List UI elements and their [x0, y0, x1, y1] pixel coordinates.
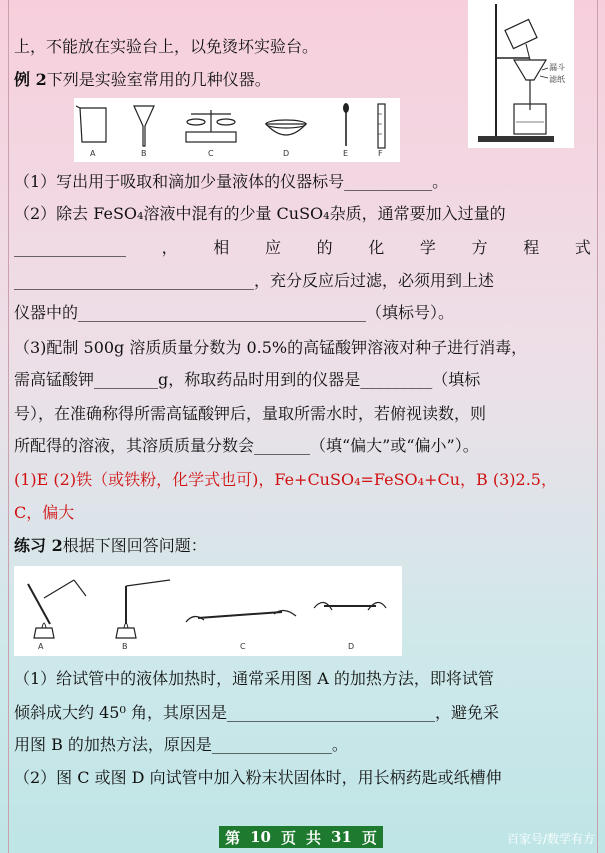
question-2-line-2: [14, 237, 591, 259]
instruments-figure: [74, 98, 400, 162]
q2-char: 化: [368, 238, 385, 257]
margin-line-left: [8, 0, 9, 853]
example-2-heading: 例 2: [14, 70, 47, 89]
practice-q1-line-2: 倾斜成大约 45⁰ 角，其原因是__________________________，避免采: [14, 703, 499, 722]
instrument-label-d: D: [283, 149, 290, 158]
practice-q1-line-1: （1）给试管中的液体加热时，通常采用图 A 的加热方法，即将试管: [14, 669, 494, 688]
q2-char: 方: [471, 238, 488, 257]
instrument-label-c: C: [208, 149, 214, 158]
tube-label-c: C: [240, 642, 246, 651]
instrument-label-e: E: [343, 149, 349, 158]
question-2-line-1: （2）除去 FeSO₄溶液中混有的少量 CuSO₄杂质，通常要加入过量的: [14, 204, 506, 223]
q2-char: 式: [574, 238, 591, 257]
tube-label-d: D: [348, 642, 355, 651]
example-2-line: [14, 69, 591, 91]
q2-char: 的: [316, 238, 333, 257]
question-2-line-3: ______________________________，充分反应后过滤，必须用到上述: [14, 271, 495, 290]
practice-2-body: 根据下图回答问题：: [62, 536, 207, 555]
q2-char: 程: [523, 238, 540, 257]
q2-blank: ______________: [14, 238, 126, 257]
footer-label-ye2: 页: [361, 828, 377, 847]
practice-2-line: [14, 535, 591, 557]
instrument-label-b: B: [141, 149, 147, 158]
footer-label-ye: 页: [280, 828, 296, 847]
q2-char: 学: [419, 238, 436, 257]
answer-line-1: (1)E (2)铁（或铁粉，化学式也可)，Fe+CuSO₄=FeSO₄+Cu，B (3)2.5，: [14, 470, 557, 489]
question-1: （1）写出用于吸取和滴加少量液体的仪器标号___________。: [14, 172, 449, 191]
question-3-line-1: （3)配制 500g 溶质质量分数为 0.5%的高锰酸钾溶液对种子进行消毒，: [14, 338, 528, 357]
q2-comma: ，: [161, 238, 178, 257]
instrument-label-f: F: [378, 149, 383, 158]
page-footer: [219, 826, 383, 848]
text-line-1: 上，不能放在实验台上，以免烫坏实验台。: [14, 37, 319, 56]
tube-label-a: A: [38, 642, 44, 651]
test-tube-figure: [14, 566, 402, 656]
current-page-number: 10: [250, 828, 271, 846]
question-2-line-4: 仪器中的____________________________________（填标号）。: [14, 303, 455, 322]
instrument-label-a: A: [90, 149, 96, 158]
filter-paper-label: 滤纸: [549, 75, 565, 84]
total-pages: 31: [331, 828, 352, 846]
practice-q2-line-1: （2）图 C 或图 D 向试管中加入粉末状固体时，用长柄药匙或纸槽伸: [14, 768, 502, 787]
watermark: 百家号/数学有方: [506, 832, 595, 846]
question-3-line-2: 需高锰酸钾________g，称取药品时用到的仪器是_________（填标: [14, 370, 481, 389]
footer-label-di: 第: [225, 828, 241, 847]
question-3-line-4: 所配得的溶液，其溶质质量分数会_______（填“偏大”或“偏小”）。: [14, 436, 479, 455]
margin-line-right: [597, 0, 598, 853]
practice-2-heading: 练习 2: [14, 536, 63, 555]
footer-label-gong: 共: [306, 828, 322, 847]
q2-char: 应: [264, 238, 281, 257]
tube-label-b: B: [122, 642, 128, 651]
example-2-body: 下列是实验室常用的几种仪器。: [46, 70, 271, 89]
q2-char: 相: [213, 238, 230, 257]
funnel-label: 漏斗: [549, 63, 565, 72]
question-3-line-3: 号），在准确称得所需高锰酸钾后，量取所需水时，若俯视读数，则: [14, 404, 487, 423]
practice-q1-line-3: 用图 B 的加热方法，原因是_______________。: [14, 735, 348, 754]
answer-line-2: C，偏大: [14, 503, 75, 522]
